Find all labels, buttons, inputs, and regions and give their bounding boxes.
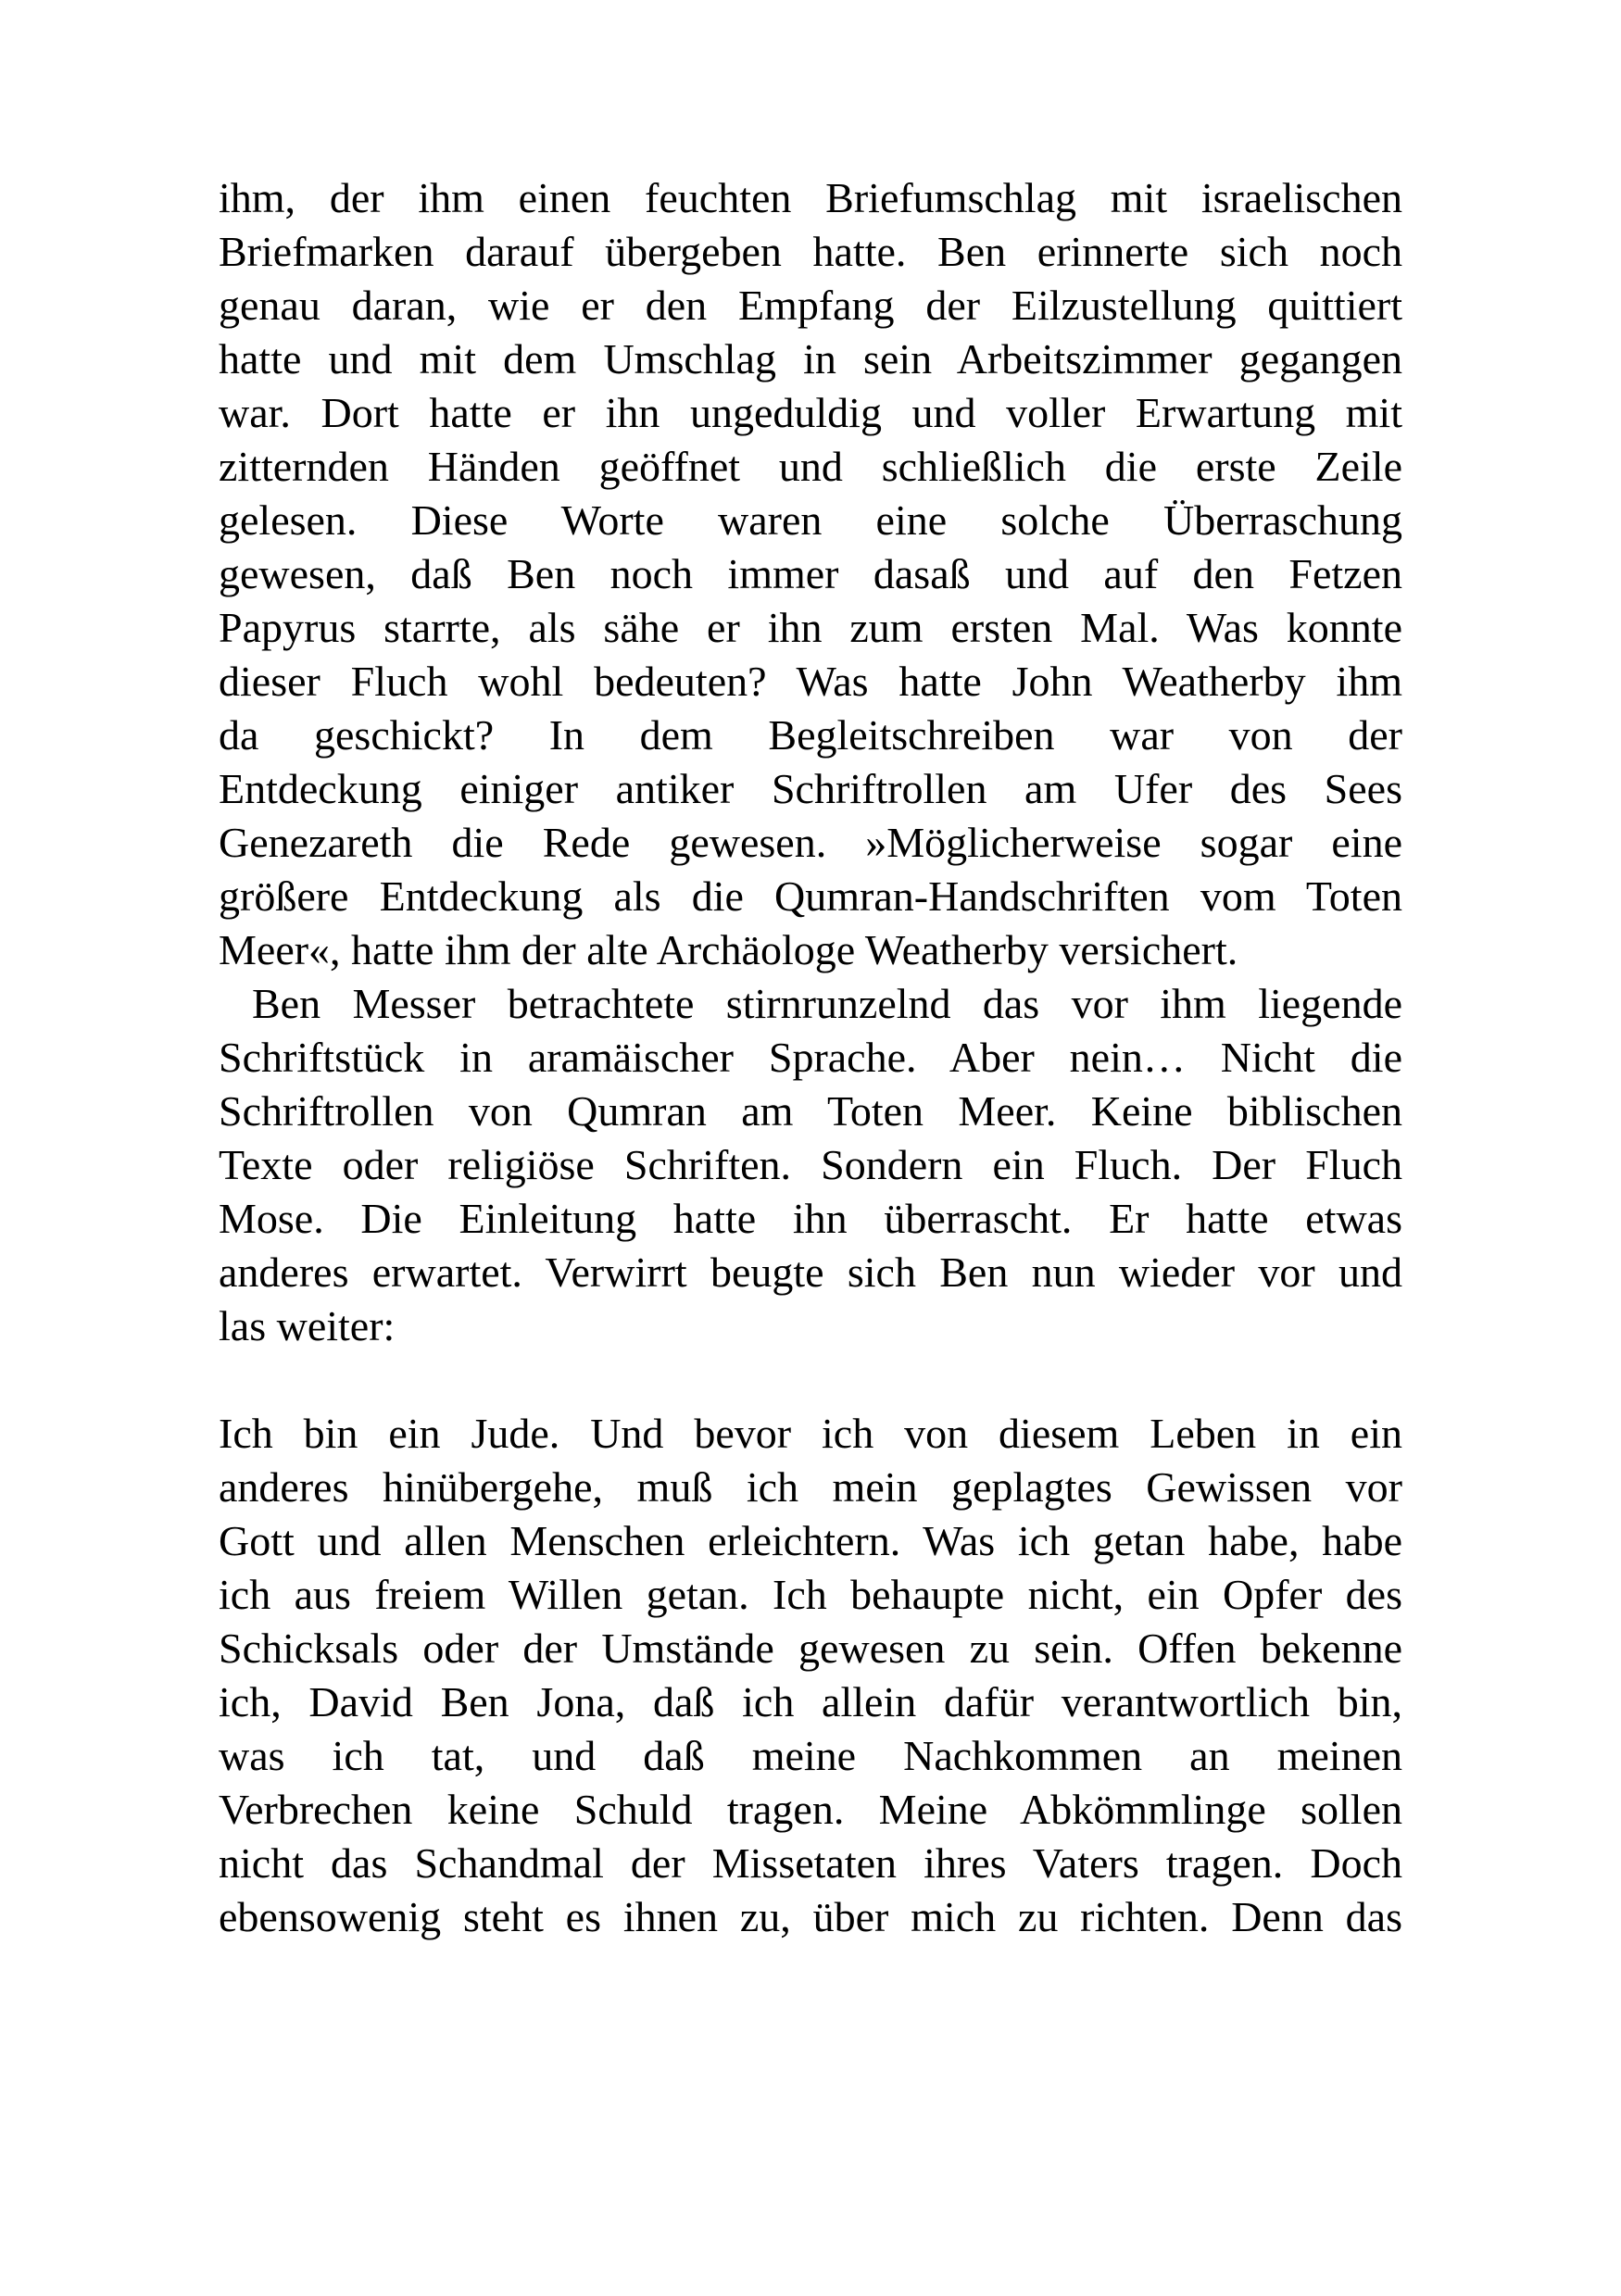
text-line: Briefmarken darauf übergeben hatte. Ben erinnerte sich noch	[219, 228, 1402, 275]
text-line: nicht das Schandmal der Missetaten ihres Vaters tragen. Doch	[219, 1839, 1402, 1887]
text-line: ihm, der ihm einen feuchten Briefumschlag mit israelischen	[219, 174, 1402, 221]
text-line: Genezareth die Rede gewesen. »Möglicherweise sogar eine	[219, 819, 1402, 866]
text-line: Entdeckung einiger antiker Schriftrollen am Ufer des Sees	[219, 765, 1402, 812]
text-line: hatte und mit dem Umschlag in sein Arbeitszimmer gegangen	[219, 335, 1402, 383]
text-line: gewesen, daß Ben noch immer dasaß und auf den Fetzen	[219, 550, 1402, 597]
text-line: dieser Fluch wohl bedeuten? Was hatte John Weatherby ihm	[219, 658, 1402, 705]
text-line: ich aus freiem Willen getan. Ich behaupte nicht, ein Opfer des	[219, 1571, 1402, 1618]
text-line: ich, David Ben Jona, daß ich allein dafür verantwortlich bin,	[219, 1678, 1402, 1725]
paragraph-2	[219, 977, 1402, 1353]
text-line: Verbrechen keine Schuld tragen. Meine Abkömmlinge sollen	[219, 1786, 1402, 1833]
text-line: Schriftstück in aramäischer Sprache. Aber nein… Nicht die	[219, 1034, 1402, 1081]
text-line: Mose. Die Einleitung hatte ihn überrascht. Er hatte etwas	[219, 1195, 1402, 1242]
text-line: was ich tat, und daß meine Nachkommen an meinen	[219, 1732, 1402, 1779]
text-line: las weiter:	[219, 1302, 396, 1349]
text-line: Gott und allen Menschen erleichtern. Was ich getan habe, habe	[219, 1517, 1402, 1564]
text-line: größere Entdeckung als die Qumran-Handschriften vom Toten	[219, 872, 1402, 920]
text-line: anderes erwartet. Verwirrt beugte sich Ben nun wieder vor und	[219, 1248, 1402, 1296]
text-line: Ben Messer betrachtete stirnrunzelnd das vor ihm liegende	[252, 980, 1402, 1027]
text-line: Texte oder religiöse Schriften. Sondern ein Fluch. Der Fluch	[219, 1141, 1402, 1188]
text-line: da geschickt? In dem Begleitschreiben war von der	[219, 711, 1402, 759]
text-line: Schicksals oder der Umstände gewesen zu sein. Offen bekenne	[219, 1625, 1402, 1672]
text-line: gelesen. Diese Worte waren eine solche Überraschung	[219, 496, 1402, 544]
text-line: ebensowenig steht es ihnen zu, über mich zu richten. Denn das	[219, 1893, 1402, 1940]
text-line: Meer«, hatte ihm der alte Archäologe Weatherby versichert.	[219, 926, 1238, 973]
body-text	[219, 171, 1402, 1944]
text-line: genau daran, wie er den Empfang der Eilzustellung quittiert	[219, 282, 1402, 329]
text-line: Papyrus starrte, als sähe er ihn zum ersten Mal. Was konnte	[219, 604, 1402, 651]
text-line: anderes hinübergehe, muß ich mein geplagtes Gewissen vor	[219, 1463, 1402, 1511]
blank-line	[219, 1353, 1402, 1407]
text-line: Schriftrollen von Qumran am Toten Meer. Keine biblischen	[219, 1087, 1402, 1135]
text-line: war. Dort hatte er ihn ungeduldig und voller Erwartung mit	[219, 389, 1402, 436]
paragraph-3	[219, 1407, 1402, 1944]
text-line: Ich bin ein Jude. Und bevor ich von diesem Leben in ein	[219, 1410, 1402, 1457]
text-line: zitternden Händen geöffnet und schließlich die erste Zeile	[219, 443, 1402, 490]
paragraph-1	[219, 171, 1402, 977]
